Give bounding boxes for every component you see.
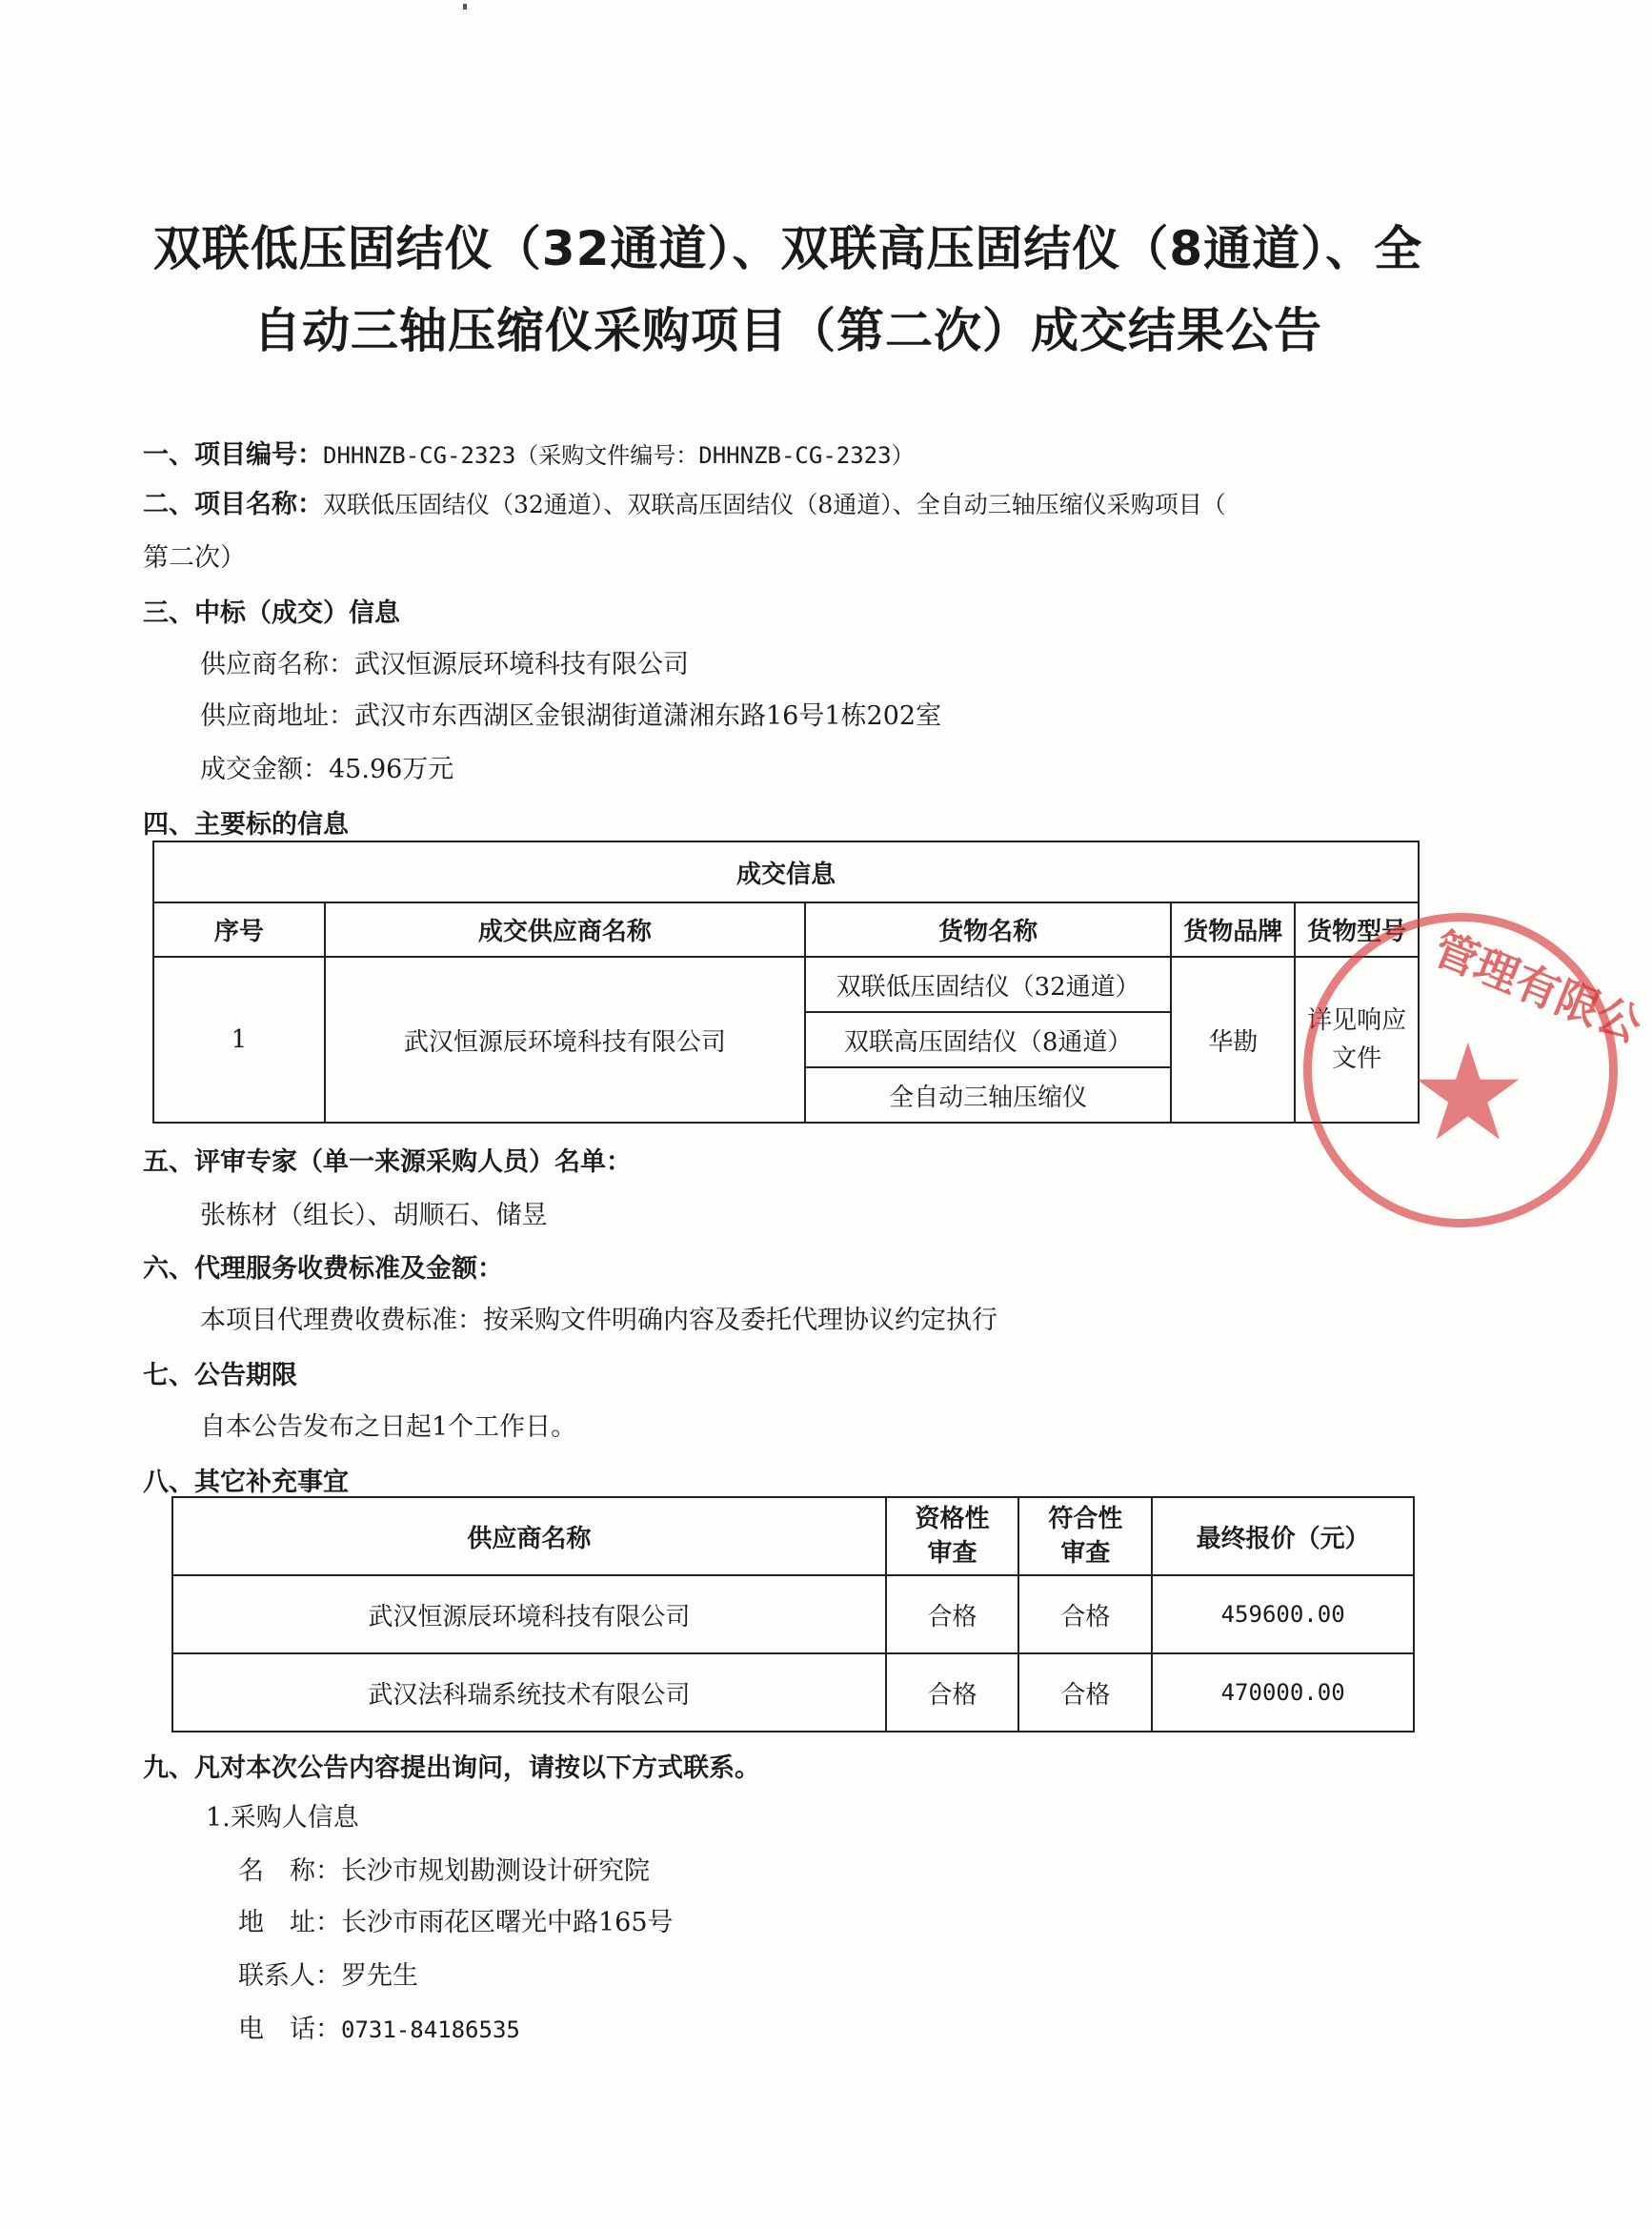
expert-list: 张栋材（组长）、胡顺石、储昱 xyxy=(200,1201,548,1230)
section-3-heading: 三、中标（成交）信息 xyxy=(143,598,400,628)
scan-speck xyxy=(463,4,467,10)
section-9-heading: 九、凡对本次公告内容提出询问，请按以下方式联系。 xyxy=(143,1753,760,1783)
seal-star-icon: ★ xyxy=(1408,1016,1528,1171)
deal-info-caption: 成交信息 xyxy=(153,841,1419,902)
purchaser-address: 长沙市雨花区曙光中路165号 xyxy=(341,1908,674,1937)
bid-conformity: 合格 xyxy=(1018,1653,1152,1732)
row-goods-2: 双联高压固结仪（8通道） xyxy=(805,1012,1171,1067)
purchaser-phone-label: 电 话： xyxy=(238,2015,341,2044)
col-header-brand: 货物品牌 xyxy=(1171,902,1295,957)
col-header-conformity xyxy=(1018,1497,1152,1575)
purchaser-name: 长沙市规划勘测设计研究院 xyxy=(341,1856,650,1886)
bid-qualification: 合格 xyxy=(886,1575,1019,1653)
col-header-supplier-name: 供应商名称 xyxy=(172,1497,886,1575)
qualification-header-line-1: 资格性 xyxy=(915,1505,990,1533)
section-8-heading: 八、其它补充事宜 xyxy=(143,1468,349,1497)
qualification-header-line-2: 审查 xyxy=(927,1539,977,1568)
conformity-header-line-2: 审查 xyxy=(1060,1539,1111,1568)
transaction-amount: 成交金额：45.96万元 xyxy=(200,755,454,784)
purchaser-phone-line xyxy=(238,2011,520,2049)
announcement-period: 自本公告发布之日起1个工作日。 xyxy=(200,1412,577,1442)
bid-price: 459600.00 xyxy=(1152,1575,1414,1653)
col-header-qualification xyxy=(886,1497,1019,1575)
row-no: 1 xyxy=(153,957,325,1123)
section-4-heading: 四、主要标的信息 xyxy=(143,810,349,840)
purchaser-phone: 0731-84186535 xyxy=(341,2016,520,2043)
col-header-goods: 货物名称 xyxy=(805,902,1171,957)
purchaser-address-label: 地 址： xyxy=(238,1908,341,1937)
row-brand: 华勘 xyxy=(1171,957,1295,1123)
table-row xyxy=(172,1575,1414,1653)
project-number: DHHNZB-CG-2323（采购文件编号：DHHNZB-CG-2323） xyxy=(323,442,915,469)
section-2 xyxy=(143,486,1226,524)
supplier-address: 供应商地址：武汉市东西湖区金银湖街道潇湘东路16号1栋202室 xyxy=(200,701,942,731)
section-1 xyxy=(143,436,915,475)
title-line-2: 自动三轴压缩仪采购项目（第二次）成交结果公告 xyxy=(253,303,1322,358)
purchaser-name-label: 名 称： xyxy=(238,1856,341,1886)
col-header-model: 货物型号 xyxy=(1295,902,1419,957)
row-model-line-2: 文件 xyxy=(1332,1044,1382,1073)
table-row xyxy=(172,1653,1414,1732)
purchaser-contact: 罗先生 xyxy=(341,1961,418,1991)
conformity-header-line-1: 符合性 xyxy=(1048,1505,1123,1533)
row-goods-1: 双联低压固结仪（32通道） xyxy=(805,957,1171,1012)
col-header-supplier: 成交供应商名称 xyxy=(325,902,805,957)
page-title xyxy=(124,208,1452,372)
row-model xyxy=(1295,957,1419,1123)
seal-text: 管理有限公 xyxy=(1426,922,1649,1052)
col-header-no: 序号 xyxy=(153,902,325,957)
row-supplier: 武汉恒源辰环境科技有限公司 xyxy=(325,957,805,1123)
bid-supplier: 武汉恒源辰环境科技有限公司 xyxy=(172,1575,886,1653)
project-name-continued: 第二次） xyxy=(143,543,246,573)
section-6-heading: 六、代理服务收费标准及金额： xyxy=(143,1254,503,1284)
table-row xyxy=(153,957,1419,1012)
row-goods-3: 全自动三轴压缩仪 xyxy=(805,1067,1171,1123)
row-model-line-1: 详见响应 xyxy=(1307,1006,1407,1035)
bid-supplier: 武汉法科瑞系统技术有限公司 xyxy=(172,1653,886,1732)
bid-price: 470000.00 xyxy=(1152,1653,1414,1732)
deal-info-table xyxy=(152,841,1420,1124)
purchaser-name-line xyxy=(238,1853,650,1891)
col-header-final-price: 最终报价（元） xyxy=(1152,1497,1414,1575)
bid-results-table xyxy=(171,1496,1415,1733)
purchaser-info-heading: 1.采购人信息 xyxy=(206,1803,359,1833)
bid-qualification: 合格 xyxy=(886,1653,1019,1732)
purchaser-address-line xyxy=(238,1904,674,1942)
purchaser-contact-line xyxy=(238,1957,418,1996)
purchaser-contact-label: 联系人： xyxy=(238,1961,341,1991)
section-7-heading: 七、公告期限 xyxy=(143,1361,297,1390)
agency-fee-standard: 本项目代理费收费标准：按采购文件明确内容及委托代理协议约定执行 xyxy=(200,1306,997,1335)
section-5-heading: 五、评审专家（单一来源采购人员）名单： xyxy=(143,1147,632,1177)
title-line-1: 双联低压固结仪（32通道）、双联高压固结仪（8通道）、全 xyxy=(152,221,1423,276)
bid-conformity: 合格 xyxy=(1018,1575,1152,1653)
supplier-name: 供应商名称：武汉恒源辰环境科技有限公司 xyxy=(200,650,689,679)
section-1-heading: 一、项目编号： xyxy=(143,440,323,470)
project-name: 双联低压固结仪（32通道）、双联高压固结仪（8通道）、全自动三轴压缩仪采购项目（ xyxy=(323,491,1226,518)
section-2-heading: 二、项目名称： xyxy=(143,490,323,519)
